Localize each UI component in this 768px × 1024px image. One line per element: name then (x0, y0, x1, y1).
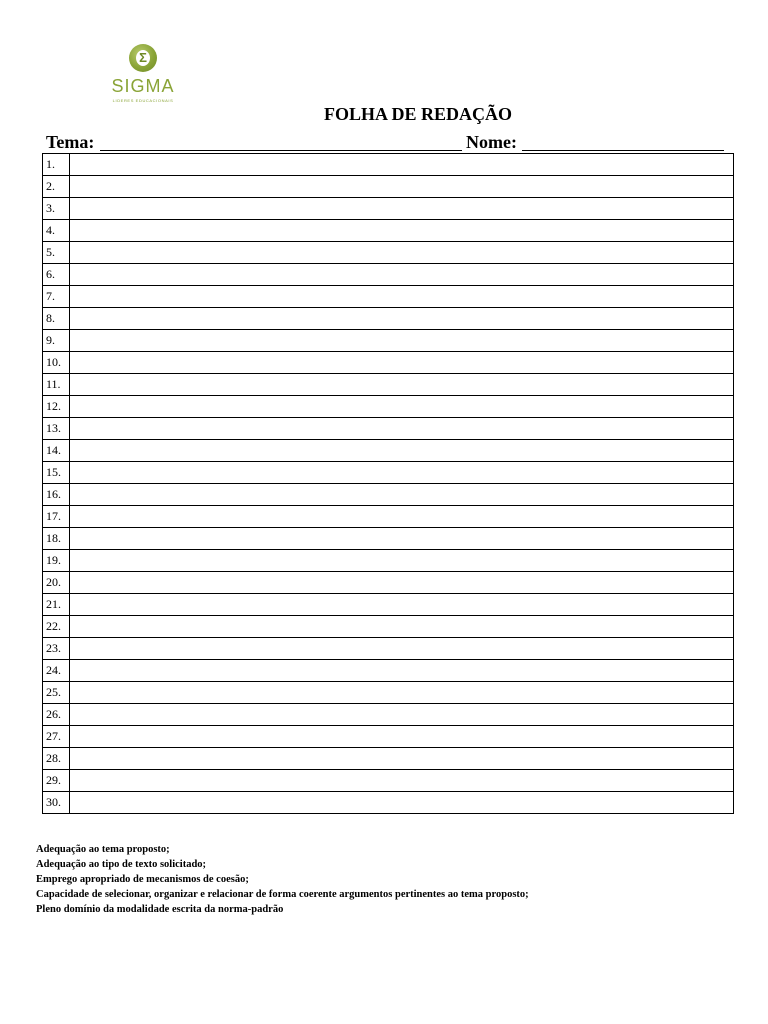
tema-label: Tema: (46, 132, 95, 152)
writing-row (43, 330, 733, 352)
writing-row (43, 528, 733, 550)
writing-row (43, 748, 733, 770)
writing-row (43, 286, 733, 308)
row-number: 17. (43, 506, 70, 527)
writing-row (43, 484, 733, 506)
evaluation-criteria-list (36, 842, 756, 917)
header-fields (44, 130, 734, 154)
writing-line[interactable] (70, 748, 733, 769)
writing-row (43, 506, 733, 528)
writing-row (43, 682, 733, 704)
logo-wordmark: SIGMA (111, 76, 175, 96)
writing-row (43, 462, 733, 484)
tema-field[interactable] (100, 150, 462, 151)
writing-row (43, 154, 733, 176)
writing-row (43, 572, 733, 594)
row-number: 28. (43, 748, 70, 769)
writing-line[interactable] (70, 220, 733, 241)
writing-row (43, 198, 733, 220)
writing-line[interactable] (70, 506, 733, 527)
writing-line[interactable] (70, 594, 733, 615)
writing-row (43, 220, 733, 242)
writing-line[interactable] (70, 176, 733, 197)
writing-row (43, 264, 733, 286)
writing-line[interactable] (70, 418, 733, 439)
writing-row (43, 374, 733, 396)
writing-line[interactable] (70, 484, 733, 505)
writing-line[interactable] (70, 572, 733, 593)
writing-row (43, 308, 733, 330)
row-number: 3. (43, 198, 70, 219)
writing-row (43, 440, 733, 462)
writing-row (43, 616, 733, 638)
row-number: 11. (43, 374, 70, 395)
row-number: 13. (43, 418, 70, 439)
writing-row (43, 638, 733, 660)
writing-line[interactable] (70, 462, 733, 483)
row-number: 21. (43, 594, 70, 615)
row-number: 2. (43, 176, 70, 197)
writing-lines-table (42, 153, 734, 814)
nome-label: Nome: (466, 132, 517, 152)
writing-line[interactable] (70, 792, 733, 813)
writing-row (43, 550, 733, 572)
row-number: 1. (43, 154, 70, 175)
criteria-item: Capacidade de selecionar, organizar e relacionar de forma coerente argumentos pertinentes ao tema proposto; (36, 889, 529, 900)
writing-line[interactable] (70, 374, 733, 395)
writing-row (43, 594, 733, 616)
row-number: 12. (43, 396, 70, 417)
writing-line[interactable] (70, 770, 733, 791)
page-title: FOLHA DE REDAÇÃO (323, 104, 512, 124)
writing-row (43, 704, 733, 726)
row-number: 26. (43, 704, 70, 725)
writing-line[interactable] (70, 660, 733, 681)
writing-row (43, 726, 733, 748)
criteria-item: Emprego apropriado de mecanismos de coesão; (36, 874, 249, 885)
writing-line[interactable] (70, 682, 733, 703)
logo-tagline: LIDERES EDUCACIONAIS (112, 98, 174, 103)
row-number: 25. (43, 682, 70, 703)
writing-line[interactable] (70, 704, 733, 725)
nome-field[interactable] (522, 150, 724, 151)
writing-line[interactable] (70, 308, 733, 329)
writing-row (43, 770, 733, 792)
writing-line[interactable] (70, 198, 733, 219)
row-number: 29. (43, 770, 70, 791)
row-number: 18. (43, 528, 70, 549)
criteria-item: Pleno domínio da modalidade escrita da norma-padrão (36, 904, 284, 915)
writing-line[interactable] (70, 638, 733, 659)
row-number: 4. (43, 220, 70, 241)
sigma-emblem-icon (129, 44, 157, 72)
sigma-logo (104, 44, 182, 104)
writing-line[interactable] (70, 396, 733, 417)
writing-line[interactable] (70, 242, 733, 263)
writing-row (43, 242, 733, 264)
criteria-item: Adequação ao tipo de texto solicitado; (36, 859, 207, 870)
writing-line[interactable] (70, 286, 733, 307)
row-number: 9. (43, 330, 70, 351)
writing-line[interactable] (70, 550, 733, 571)
writing-line[interactable] (70, 440, 733, 461)
row-number: 19. (43, 550, 70, 571)
writing-row (43, 396, 733, 418)
row-number: 14. (43, 440, 70, 461)
row-number: 16. (43, 484, 70, 505)
row-number: 23. (43, 638, 70, 659)
row-number: 27. (43, 726, 70, 747)
writing-line[interactable] (70, 352, 733, 373)
row-number: 22. (43, 616, 70, 637)
writing-row (43, 660, 733, 682)
writing-row (43, 176, 733, 198)
writing-row (43, 352, 733, 374)
writing-line[interactable] (70, 616, 733, 637)
writing-line[interactable] (70, 528, 733, 549)
row-number: 7. (43, 286, 70, 307)
writing-line[interactable] (70, 264, 733, 285)
row-number: 10. (43, 352, 70, 373)
row-number: 8. (43, 308, 70, 329)
writing-line[interactable] (70, 154, 733, 175)
row-number: 30. (43, 792, 70, 813)
row-number: 5. (43, 242, 70, 263)
row-number: 24. (43, 660, 70, 681)
row-number: 15. (43, 462, 70, 483)
criteria-item: Adequação ao tema proposto; (36, 844, 170, 855)
writing-row (43, 418, 733, 440)
writing-line[interactable] (70, 330, 733, 351)
row-number: 6. (43, 264, 70, 285)
row-number: 20. (43, 572, 70, 593)
writing-row (43, 792, 733, 813)
writing-line[interactable] (70, 726, 733, 747)
